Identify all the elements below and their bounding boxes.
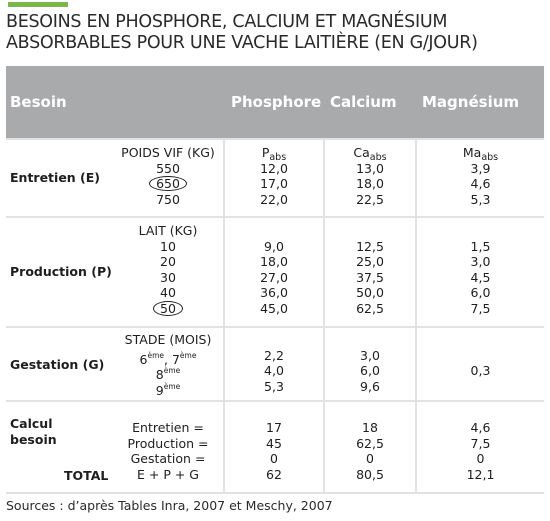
calc-item: E + P + G (137, 466, 199, 482)
value-cell: 5,3 (470, 191, 491, 207)
stage-value: 8ème (155, 366, 181, 382)
value-cell: 4,0 (264, 363, 284, 378)
value-cell: 62,5 (356, 300, 384, 316)
gestation-phosphore (225, 348, 323, 395)
row-gestation (6, 328, 544, 400)
value-cell: 36,0 (260, 285, 288, 300)
production-magnesium (417, 239, 544, 317)
value-cell: 45 (266, 435, 282, 451)
value-cell: 18,0 (356, 176, 384, 191)
value-cell: 12,0 (260, 160, 288, 176)
calcul-calcium (325, 420, 415, 482)
header-magnesium: Magnésium (422, 93, 520, 111)
header-phosphore: Phosphore (231, 93, 322, 111)
circled-milk-value: 50 (153, 301, 183, 316)
table-header (6, 66, 544, 138)
gestation-stages (113, 332, 223, 398)
value-cell: 13,0 (356, 160, 384, 176)
entretien-phosphore (225, 145, 323, 207)
value-cell: 0 (366, 451, 374, 466)
stage-value: 6ème, 7ème (139, 350, 197, 367)
calc-item: Entretien = (132, 420, 204, 435)
title-line-1: BESOINS EN PHOSPHORE, CALCIUM ET MAGNÉSIUM (6, 12, 448, 32)
header-besoin: Besoin (10, 93, 67, 111)
entretien-magnesium (417, 145, 544, 207)
calc-item: Gestation = (130, 451, 206, 466)
header-calcium: Calcium (330, 93, 397, 111)
calc-item: Production = (127, 435, 209, 451)
row-label-gestation: Gestation (G) (10, 357, 105, 372)
value-cell: 3,0 (360, 347, 380, 363)
stage-value: 9ème (155, 381, 181, 398)
calcul-phosphore (225, 420, 323, 482)
data-table (6, 66, 544, 494)
value-cell: 12,1 (466, 466, 495, 482)
value-cell: 3,0 (470, 254, 491, 269)
value-cell: 27,0 (260, 269, 288, 285)
table-title (6, 12, 546, 54)
value-cell: 62 (266, 466, 282, 482)
row-label-calcul: Calcul (10, 416, 53, 431)
value-cell: 6,0 (470, 285, 491, 300)
production-calcium (325, 239, 415, 317)
source-note: Sources : d’après Tables Inra, 2007 et Meschy, 2007 (6, 498, 333, 513)
value-cell: 6,0 (360, 363, 380, 378)
value-cell: 17,0 (260, 176, 288, 191)
milk-value: 10 (160, 238, 176, 254)
production-milk (113, 223, 223, 316)
value-cell: 62,5 (356, 435, 384, 451)
p-abs-label: $P_{abs}$ (261, 145, 287, 163)
circled-weight-value: 650 (149, 176, 187, 191)
value-cell: 22,5 (356, 191, 384, 207)
value-cell: 9,0 (264, 238, 284, 254)
accent-bar (8, 2, 68, 7)
milk-value: 20 (160, 254, 176, 269)
value-cell: 4,6 (470, 420, 491, 435)
value-cell: 50,0 (356, 285, 384, 300)
entretien-subheader: POIDS VIF (KG) (121, 145, 215, 160)
milk-value: 30 (160, 269, 176, 285)
production-subheader: LAIT (KG) (138, 223, 198, 238)
row-label-production: Production (P) (10, 264, 112, 279)
gestation-magnesium (417, 363, 544, 379)
title-line-2: ABSORBABLES POUR UNE VACHE LAITIÈRE (EN G/JOUR) (6, 33, 478, 53)
gestation-subheader: STADE (MOIS) (124, 332, 212, 347)
value-cell: 17 (266, 420, 282, 435)
weight-value: 750 (156, 191, 180, 207)
value-cell: 18,0 (260, 254, 288, 269)
row-production (6, 218, 544, 326)
value-cell: 80,5 (356, 466, 384, 482)
value-cell: 45,0 (260, 300, 288, 316)
value-cell: 1,5 (470, 238, 491, 254)
value-cell: 9,6 (360, 378, 380, 394)
ca-abs-label: $Ca_{abs}$ (353, 145, 387, 163)
value-cell: 4,6 (470, 176, 491, 191)
value-cell: 7,5 (470, 300, 491, 316)
value-cell: 0 (476, 451, 485, 466)
entretien-weights (113, 145, 223, 207)
weight-value: 550 (156, 160, 180, 176)
value-cell: 0,3 (470, 363, 491, 378)
calcul-items (113, 420, 223, 482)
production-phosphore (225, 239, 323, 317)
value-cell: 18 (362, 420, 378, 435)
milk-value: 40 (160, 285, 176, 300)
value-cell: 22,0 (260, 191, 288, 207)
calcul-magnesium (417, 420, 544, 482)
value-cell: 4,5 (470, 269, 491, 285)
gestation-calcium (325, 348, 415, 395)
row-label-entretien: Entretien (E) (10, 170, 101, 185)
value-cell: 2,2 (264, 347, 284, 363)
entretien-calcium (325, 145, 415, 207)
mg-abs-label: $Ma_{abs}$ (462, 145, 499, 163)
value-cell: 3,9 (470, 160, 491, 176)
value-cell: 7,5 (470, 435, 491, 451)
row-label-besoin: besoin (10, 432, 57, 447)
total-label: TOTAL (64, 468, 109, 483)
value-cell: 0 (270, 451, 278, 466)
value-cell: 25,0 (356, 254, 384, 269)
row-entretien (6, 140, 544, 216)
row-calcul (6, 402, 544, 492)
value-cell: 5,3 (264, 378, 284, 394)
value-cell: 37,5 (356, 269, 384, 285)
value-cell: 12,5 (356, 238, 384, 254)
